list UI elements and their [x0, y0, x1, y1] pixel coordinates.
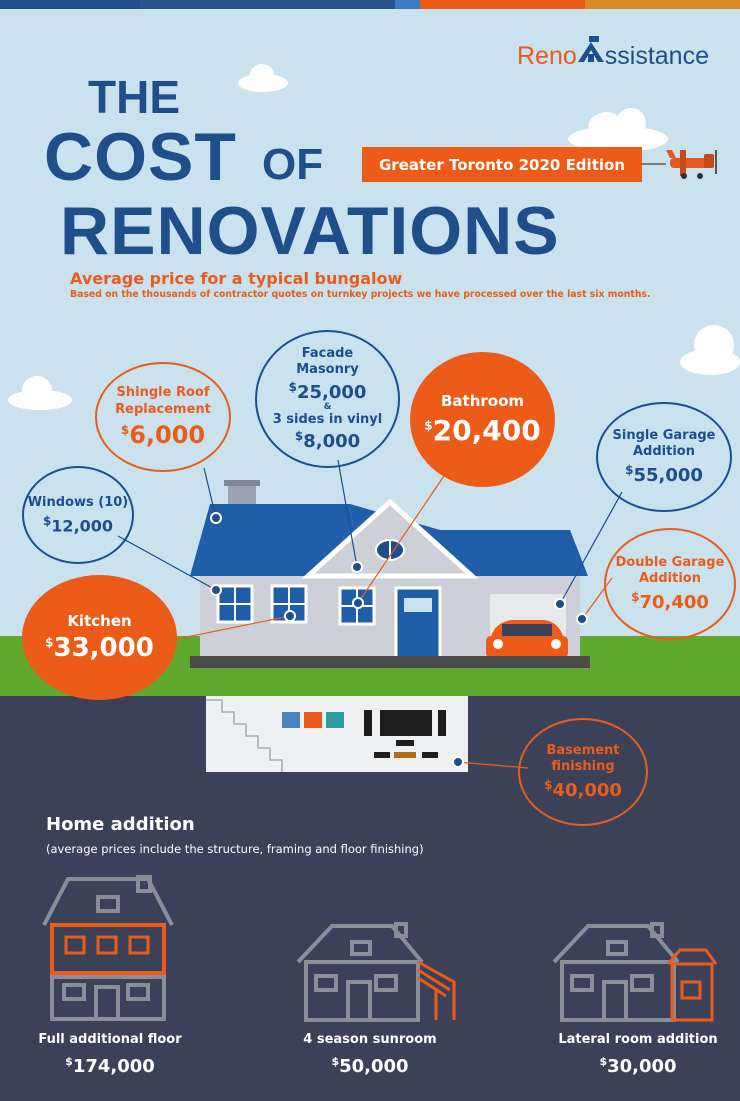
home-addition-title: Home addition	[46, 814, 195, 835]
cloud	[8, 376, 72, 410]
addition-item: Full additional floor $174,000	[38, 1032, 182, 1077]
basement-illustration	[206, 696, 468, 772]
subtitle-note: Based on the thousands of contractor quotes on turnkey projects we have processed over the last six months.	[70, 289, 651, 300]
single-garage-callout: Single Garage Addition $55,000	[596, 402, 732, 512]
title-of: OF	[262, 140, 324, 189]
title-line-3: RENOVATIONS	[60, 193, 560, 269]
addition-item: Lateral room addition $30,000	[558, 1032, 718, 1077]
lateral-room-house-icon	[548, 922, 718, 1022]
shingle-roof-callout: Shingle Roof Replacement $6,000	[95, 362, 231, 472]
bungalow-illustration	[190, 480, 590, 660]
full-floor-house-icon	[38, 875, 178, 1020]
edition-banner: Greater Toronto 2020 Edition	[362, 147, 642, 182]
cloud	[680, 325, 740, 375]
facade-callout: Facade Masonry $25,000 & 3 sides in vinyl $8,000	[255, 330, 400, 468]
double-garage-callout: Double Garage Addition $70,400	[604, 528, 736, 640]
title-line-1: THE	[88, 71, 180, 123]
house-foundation	[190, 656, 590, 668]
house-logo-icon	[578, 42, 604, 68]
airplane-icon	[666, 148, 726, 182]
cloud	[238, 64, 288, 92]
home-addition-note: (average prices include the structure, framing and floor finishing)	[46, 842, 424, 856]
windows-callout: Windows (10) $12,000	[22, 466, 134, 564]
brand-logo: Reno ssistance	[517, 42, 709, 71]
addition-item: 4 season sunroom $50,000	[303, 1032, 437, 1077]
top-color-bar	[0, 0, 740, 9]
sunroom-house-icon	[292, 922, 462, 1022]
kitchen-callout: Kitchen $33,000	[22, 575, 177, 700]
banner-tow-line	[642, 163, 666, 165]
title-line-2: COST	[44, 119, 237, 195]
bathroom-callout: Bathroom $20,400	[410, 352, 555, 487]
basement-callout: Basement finishing $40,000	[518, 718, 648, 826]
subtitle-heading: Average price for a typical bungalow	[70, 269, 403, 288]
cloud	[568, 108, 668, 152]
